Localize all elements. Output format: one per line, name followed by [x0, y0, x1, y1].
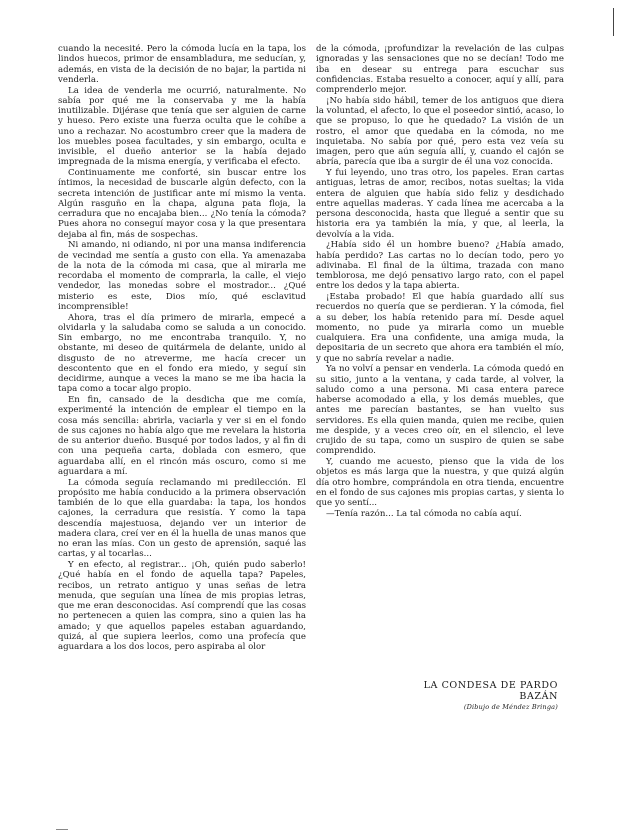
page-corner-mark: [56, 829, 68, 830]
illustrator-credit: (Dibujo de Méndez Bringa): [463, 703, 558, 711]
page-edge-mark: [613, 8, 614, 36]
paragraph: Ya no volví a pensar en venderla. La cómoda quedó en su sitio, junto a la ventana, y cada tarde, al volver, la saludo como a una persona. Mi casa entera parece haberse acomodado a ella, y los demás muebles, que antes me parecían bastantes, se han vuelto sus servidores. Es ella quien manda, quien me recibe, quien me despide, y a veces creo oír, en el silencio, el leve crujido de su tapa, como un suspiro de quien se sabe comprendido.: [316, 364, 564, 457]
paragraph: ¡No había sido hábil, temer de los antiguos que diera la voluntad, el afecto, lo que el poseedor sintió, acaso, lo que se propuso, lo que he quedado? La visión de un rostro, el amor que quedaba en la cómoda, no me inquietaba. No sabía por qué, pero esta vez veía su imagen, pero que aún seguía allí, y, cuando el cajón se abría, parecía que iba a surgir de él una voz conocida.: [316, 95, 564, 168]
paragraph: La idea de venderla me ocurrió, naturalmente. No sabía por qué me la conservaba y me la había inutilizable. Dijérase que tenía que ser alguien de carne y hueso. Pero existe una fuerza oculta que le cohíbe a uno a rechazar. No acostumbro creer que la madera de los muebles posea facultades, y sin embargo, oculta e invisible, el dueño anterior se la había dejado impregnada de la misma energía, y verificaba el efecto.: [58, 85, 306, 168]
paragraph: Y en efecto, al registrar... ¡Oh, quién pudo saberlo! ¿Qué había en el fondo de aquella tapa? Papeles, recibos, un retrato antiguo y unas señas de letra menuda, que seguían una línea de mis propias letras, que me eran desconocidas. Así comprendí que las cosas no pertenecen a quien las compra, sino a quien las ha amado; y que aquellos papeles estaban aguardando, quizá, al que supiera leerlos, como una profecía que aguardara a los dos locos, pero aspiraba al olor: [58, 560, 306, 652]
left-column: [58, 44, 306, 824]
paragraph: cuando la necesité. Pero la cómoda lucía en la tapa, los lindos huecos, primor de ensambladura, me seducían, y, además, en vista de la decisión de no bajar, la partida ni venderla.: [58, 44, 306, 85]
paragraph: ¡Estaba probado! El que había guardado allí sus recuerdos no quería que se perdieran. Y la cómoda, fiel a su deber, los había retenido para mí. Desde aquel momento, no pude ya mirarla como un mueble cualquiera. Era una confidente, una amiga muda, la depositaria de un secreto que ahora era también el mío, y que no sabría revelar a nadie.: [316, 292, 564, 364]
paragraph: La cómoda seguía reclamando mi predilección. El propósito me había conducido a la primera observación también de lo que ella guardaba: la tapa, los hondos cajones, la cerradura que resistía. Y como la tapa descendía majestuosa, dejando ver un interior de madera clara, creí ver en él la huella de unas manos que no eran las mías. Con un gesto de aprensión, saqué las cartas, y al tocarlas...: [58, 477, 306, 560]
paragraph: En fin, cansado de la desdicha que me comía, experimenté la intención de emplear el tiempo en la cosa más sencilla: abrirla, vaciarla y ver si en el fondo de sus cajones no había algo que me revelara la historia de su anterior dueño. Busqué por todos lados, y al fin di con una pequeña carta, doblada con esmero, que aguardaba allí, en el rincón más oscuro, como si me aguardara a mí.: [58, 395, 306, 477]
paragraph: Ni amando, ni odiando, ni por una mansa indiferencia de vecindad me sentía a gusto con ella. Ya amenazaba de la nota de la cómoda mi casa, que al mirarla me recordaba el momento de comprarla, la calle, el viejo vendedor, las monedas sobre el mostrador... ¿Qué misterio es este, Dios mío, qué esclavitud incomprensible!: [58, 240, 306, 312]
paragraph: Y fui leyendo, uno tras otro, los papeles. Eran cartas antiguas, letras de amor, recibos, notas sueltas; la vida entera de alguien que había sido feliz y desdichado entre aquellas maderas. Y cada línea me acercaba a la persona desconocida, hasta que llegué a sentir que su historia era ya también la mía, y que, al leerla, la devolvía a la vida.: [316, 168, 564, 240]
author-name: LA CONDESA DE PARDO BAZÁN: [423, 680, 558, 702]
paragraph: —Tenía razón... La tal cómoda no cabía aquí.: [326, 508, 522, 519]
paragraph: Continuamente me conforté, sin buscar entre los íntimos, la necesidad de buscarle algún defecto, con la secreta intención de justificar ante mí mismo la venta. Algún rasguño en la chapa, alguna pata floja, la cerradura que no encajaba bien... ¿No tenía la cómoda? Pues ahora no conseguí mayor cosa y la que presentara dejaba al fin, más de sospechas.: [58, 168, 306, 240]
paragraph: de la cómoda, ¡profundizar la revelación de las culpas ignoradas y las sensaciones que no se decían! Todo me iba en desear su entrega para escuchar sus confidencias. Estaba resuelto a conocer, aquí y allí, para comprenderlo mejor.: [316, 44, 564, 95]
author-signature: [392, 680, 558, 711]
paragraph: Ahora, tras el día primero de mirarla, empecé a olvidarla y la saludaba como se saluda a un conocido. Sin embargo, no me encontraba tranquilo. Y, no obstante, mi deseo de quitármela de delante, unido al disgusto de no atreverme, me hacía crecer un descontento que en el fondo era miedo, y seguí sin decidirme, aunque a veces la mano se me iba hacia la tapa como a tocar algo propio.: [58, 312, 306, 395]
paragraph: Y, cuando me acuesto, pienso que la vida de los objetos es más larga que la nuestra, y que quizá algún día otro hombre, comprándola en otra tienda, encuentre en el fondo de sus cajones mis propias cartas, y sienta lo que yo sentí...: [316, 457, 564, 508]
paragraph: ¿Había sido él un hombre bueno? ¿Había amado, había perdido? Las cartas no lo decían todo, pero yo adivinaba. El final de la última, trazada con mano temblorosa, me dejó pensativo largo rato, con el papel entre los dedos y la tapa abierta.: [316, 240, 564, 292]
right-column: [316, 44, 564, 704]
